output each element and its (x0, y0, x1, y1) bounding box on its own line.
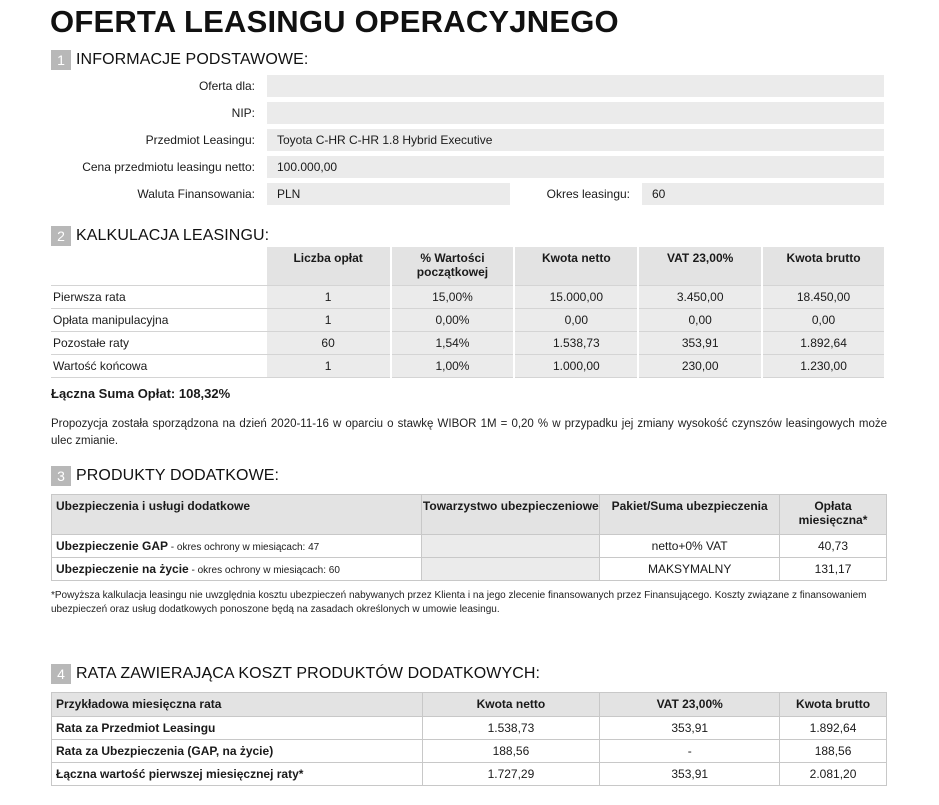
fee-cell: 131,17 (780, 558, 887, 581)
table-row (52, 763, 887, 786)
header-insurer: Towarzystwo ubezpieczeniowe (422, 495, 600, 535)
section-4-header (51, 663, 540, 685)
service-detail: - okres ochrony w miesiącach: 47 (168, 542, 320, 553)
section-title: INFORMACJE PODSTAWOWE: (76, 51, 309, 68)
cell: 1.727,29 (422, 763, 600, 786)
cell: 1.892,64 (762, 331, 885, 354)
cell: 1.000,00 (514, 354, 638, 377)
fee-cell: 40,73 (780, 535, 887, 558)
leasing-calculation-table (51, 247, 886, 378)
cell: 353,91 (600, 763, 780, 786)
cell: 1.538,73 (514, 331, 638, 354)
table-row (51, 285, 885, 308)
header-installment: Przykładowa miesięczna rata (52, 693, 423, 717)
cell: 1.892,64 (780, 717, 887, 740)
cell: 1 (267, 308, 391, 331)
header-service: Ubezpieczenia i usługi dodatkowe (52, 495, 422, 535)
nip-field (267, 102, 884, 124)
header-percent: % Wartości początkowej (391, 247, 515, 285)
row-label: Łączna wartość pierwszej miesięcznej raty* (52, 763, 423, 786)
section-number: 4 (51, 664, 71, 684)
header-vat: VAT 23,00% (600, 693, 780, 717)
cell: 2.081,20 (780, 763, 887, 786)
cell: 188,56 (780, 740, 887, 763)
currency-row (0, 183, 939, 205)
table-row (52, 740, 887, 763)
cell: 188,56 (422, 740, 600, 763)
service-detail: - okres ochrony w miesiącach: 60 (188, 565, 340, 576)
header-gross: Kwota brutto (780, 693, 887, 717)
offer-for-field (267, 75, 884, 97)
cell: 0,00 (762, 308, 885, 331)
header-vat: VAT 23,00% (638, 247, 762, 285)
section-title: RATA ZAWIERAJĄCA KOSZT PRODUKTÓW DODATKOWYCH: (76, 665, 541, 682)
header-net: Kwota netto (422, 693, 600, 717)
cell: 0,00 (638, 308, 762, 331)
section-1-header (51, 49, 308, 71)
price-label: Cena przedmiotu leasingu netto: (82, 160, 255, 174)
subject-field: Toyota C-HR C-HR 1.8 Hybrid Executive (267, 129, 884, 151)
table-row (51, 308, 885, 331)
cell: 18.450,00 (762, 285, 885, 308)
table-header-row (52, 693, 887, 717)
cell: 1.538,73 (422, 717, 600, 740)
period-label: Okres leasingu: (546, 187, 630, 201)
table-row (51, 354, 885, 377)
header-count: Liczba opłat (267, 247, 391, 285)
offer-for-row (0, 75, 939, 97)
service-cell (52, 558, 422, 581)
cell: 353,91 (600, 717, 780, 740)
section-2-header (51, 225, 269, 247)
section-title: KALKULACJA LEASINGU: (76, 227, 270, 244)
price-row (0, 156, 939, 178)
service-name: Ubezpieczenie na życie (56, 562, 189, 576)
package-cell: netto+0% VAT (600, 535, 780, 558)
currency-label: Waluta Finansowania: (137, 187, 255, 201)
wibor-note: Propozycja została sporządzona na dzień 2020-11-16 w oparciu o stawkę WIBOR 1M = 0,20 % w przypadku jej zmiany wysokość czynszów leasingowych może ulec zmianie. (51, 418, 887, 447)
additional-products-table (51, 494, 887, 581)
header-package: Pakiet/Suma ubezpieczenia (600, 495, 780, 535)
nip-label: NIP: (231, 106, 255, 120)
cell: 60 (267, 331, 391, 354)
monthly-installment-table (51, 692, 887, 786)
row-label: Wartość końcowa (51, 354, 267, 377)
section-number: 3 (51, 466, 71, 486)
table-header-row (51, 247, 885, 285)
service-cell (52, 535, 422, 558)
row-label: Pozostałe raty (51, 331, 267, 354)
row-label: Rata za Przedmiot Leasingu (52, 717, 423, 740)
section-3-header (51, 465, 279, 487)
table-row (52, 535, 887, 558)
total-fees: Łączna Suma Opłat: 108,32% (51, 386, 231, 401)
insurer-cell (422, 535, 600, 558)
insurance-footnote: *Powyższa kalkulacja leasingu nie uwzględnia kosztu ubezpieczeń nabywanych przez Klienta i na jego zlecenie finansowanych przez Finansującego. Koszty związane z finansowaniem ubezpieczeń oraz usług dodatkowych ponoszone będą na zasadach określonych w umowie leasingu. (51, 590, 867, 615)
header-blank (51, 247, 267, 285)
table-header-row (52, 495, 887, 535)
price-field: 100.000,00 (267, 156, 884, 178)
section-number: 1 (51, 50, 71, 70)
period-field: 60 (642, 183, 884, 205)
service-name: Ubezpieczenie GAP (56, 539, 169, 553)
subject-row (0, 129, 939, 151)
subject-label: Przedmiot Leasingu: (145, 133, 255, 147)
cell: - (600, 740, 780, 763)
cell: 230,00 (638, 354, 762, 377)
cell: 0,00% (391, 308, 515, 331)
cell: 1 (267, 354, 391, 377)
header-gross: Kwota brutto (762, 247, 885, 285)
header-net: Kwota netto (514, 247, 638, 285)
cell: 15.000,00 (514, 285, 638, 308)
cell: 1 (267, 285, 391, 308)
section-title: PRODUKTY DODATKOWE: (76, 467, 280, 484)
row-label: Pierwsza rata (51, 285, 267, 308)
cell: 353,91 (638, 331, 762, 354)
row-label: Rata za Ubezpieczenia (GAP, na życie) (52, 740, 423, 763)
table-row (52, 717, 887, 740)
cell: 0,00 (514, 308, 638, 331)
page-title: OFERTA LEASINGU OPERACYJNEGO (50, 4, 619, 39)
section-number: 2 (51, 226, 71, 246)
table-row (51, 331, 885, 354)
cell: 1,00% (391, 354, 515, 377)
cell: 15,00% (391, 285, 515, 308)
currency-field: PLN (267, 183, 510, 205)
cell: 1,54% (391, 331, 515, 354)
nip-row (0, 102, 939, 124)
row-label: Opłata manipulacyjna (51, 308, 267, 331)
offer-for-label: Oferta dla: (198, 79, 255, 93)
package-cell: MAKSYMALNY (600, 558, 780, 581)
cell: 3.450,00 (638, 285, 762, 308)
cell: 1.230,00 (762, 354, 885, 377)
table-row (52, 558, 887, 581)
insurer-cell (422, 558, 600, 581)
header-monthly-fee: Opłata miesięczna* (780, 495, 887, 535)
